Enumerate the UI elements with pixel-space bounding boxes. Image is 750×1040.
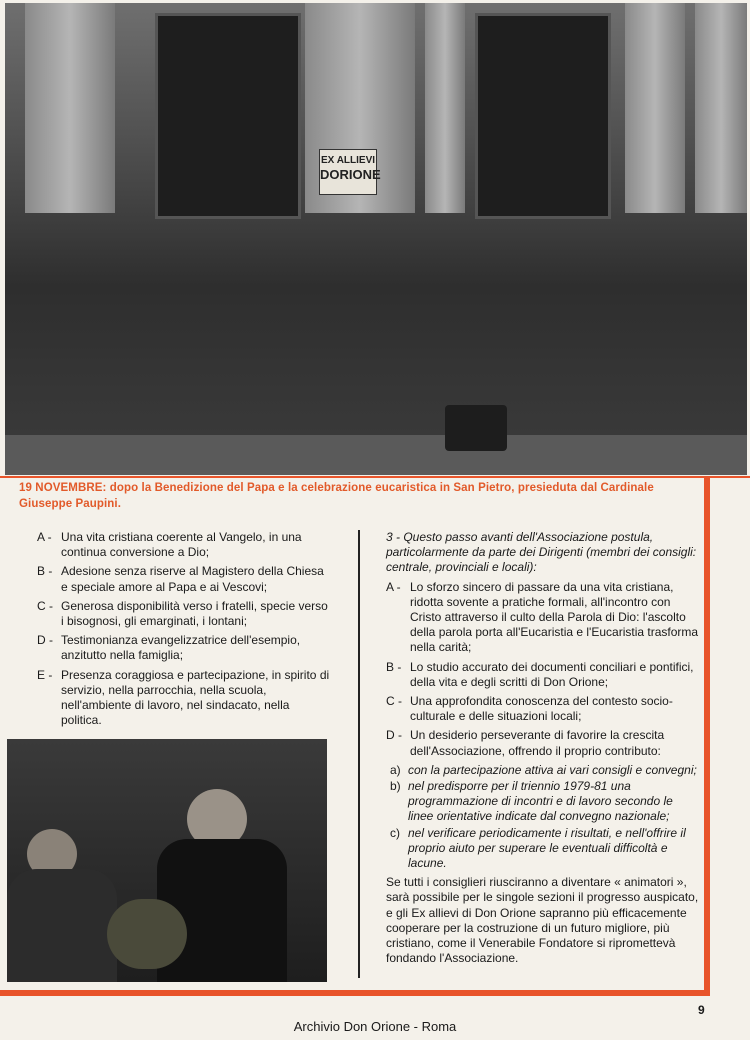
sub-item: c) nel verificare periodicamente i risultati, e nell'offrire il proprio aiuto per superare le eventuali difficoltà e lacune. (390, 825, 686, 871)
frame-right (704, 476, 710, 996)
sub-item: b) nel predisporre per il triennio 1979-81 una programmazione di incontri e di lavoro secondo le linee orientative indicate dal convegno nazionale; (390, 779, 673, 824)
archive-footer: Archivio Don Orione - Roma (293, 1019, 457, 1034)
right-column (386, 530, 700, 966)
column-divider (358, 530, 360, 978)
list-item: D - Un desiderio perseverante di favorire la crescita dell'Associazione, offrendo il proprio contributo: (386, 728, 665, 758)
list-item: C - Una approfondita conoscenza del contesto socio-culturale e delle situazioni locali; (386, 694, 673, 724)
dinner-photo (7, 739, 327, 982)
closing-paragraph: Se tutti i consiglieri riusciranno a diventare « animatori », sarà possibile per le singole sezioni il progresso auspicato, e gli Ex allievi di Don Orione sapranno più efficacemente cooperare per la costruzione di un futuro migliore, più cristiano, come il Venerabile Fondatore si ripromettevà fondando l'Associazione. (386, 875, 699, 966)
list-item: C - Generosa disponibilità verso i fratelli, specie verso i bisognosi, gli emarginati, i lontani; (37, 598, 328, 629)
frame-top (0, 476, 750, 478)
list-item: A - Lo sforzo sincero di passare da una vita cristiana, ridotta sovente a pratiche formali, all'incontro con Cristo attraverso il culto della Parola di Dio: l'ascolto della parola porta all'Eucaristia e l'Eucaristia trasforma nella carità; (386, 579, 699, 655)
list-item: B - Adesione senza riserve al Magistero della Chiesa e speciale amore al Papa e ai Vescovi; (37, 564, 324, 594)
page-number: 9 (698, 1003, 705, 1017)
ex-allievi-sign: EX ALLIEVI DORIONE (319, 149, 377, 195)
list-item: D - Testimonianza evangelizzatrice dell'esempio, anzitutto nella famiglia; (37, 633, 301, 663)
list-item: A - Una vita cristiana coerente al Vangelo, in una continua conversione a Dio; (37, 530, 302, 560)
frame-bottom (0, 990, 710, 996)
sub-item: a) con la partecipazione attiva ai vari consigli e convegni; (390, 762, 697, 777)
left-column (37, 530, 331, 732)
group-photo (5, 3, 747, 475)
list-item: B - Lo studio accurato dei documenti conciliari e pontifici, della vita e degli scritti di Don Orione; (386, 659, 694, 689)
list-item: E - Presenza coraggiosa e partecipazione, in spirito di servizio, nella parrocchia, nella scuola, nell'ambiente di lavoro, nel sindacato, nella politica. (37, 667, 330, 728)
section-intro: 3 - Questo passo avanti dell'Associazione postula, particolarmente da parte dei Dirigenti (membri dei consigli: centrale, provinciali e locali): (386, 530, 697, 575)
photo-caption: 19 NOVEMBRE: dopo la Benedizione del Papa e la celebrazione eucaristica in San Pietro, presieduta dal Cardinale Giuseppe Paupini. (19, 482, 654, 510)
